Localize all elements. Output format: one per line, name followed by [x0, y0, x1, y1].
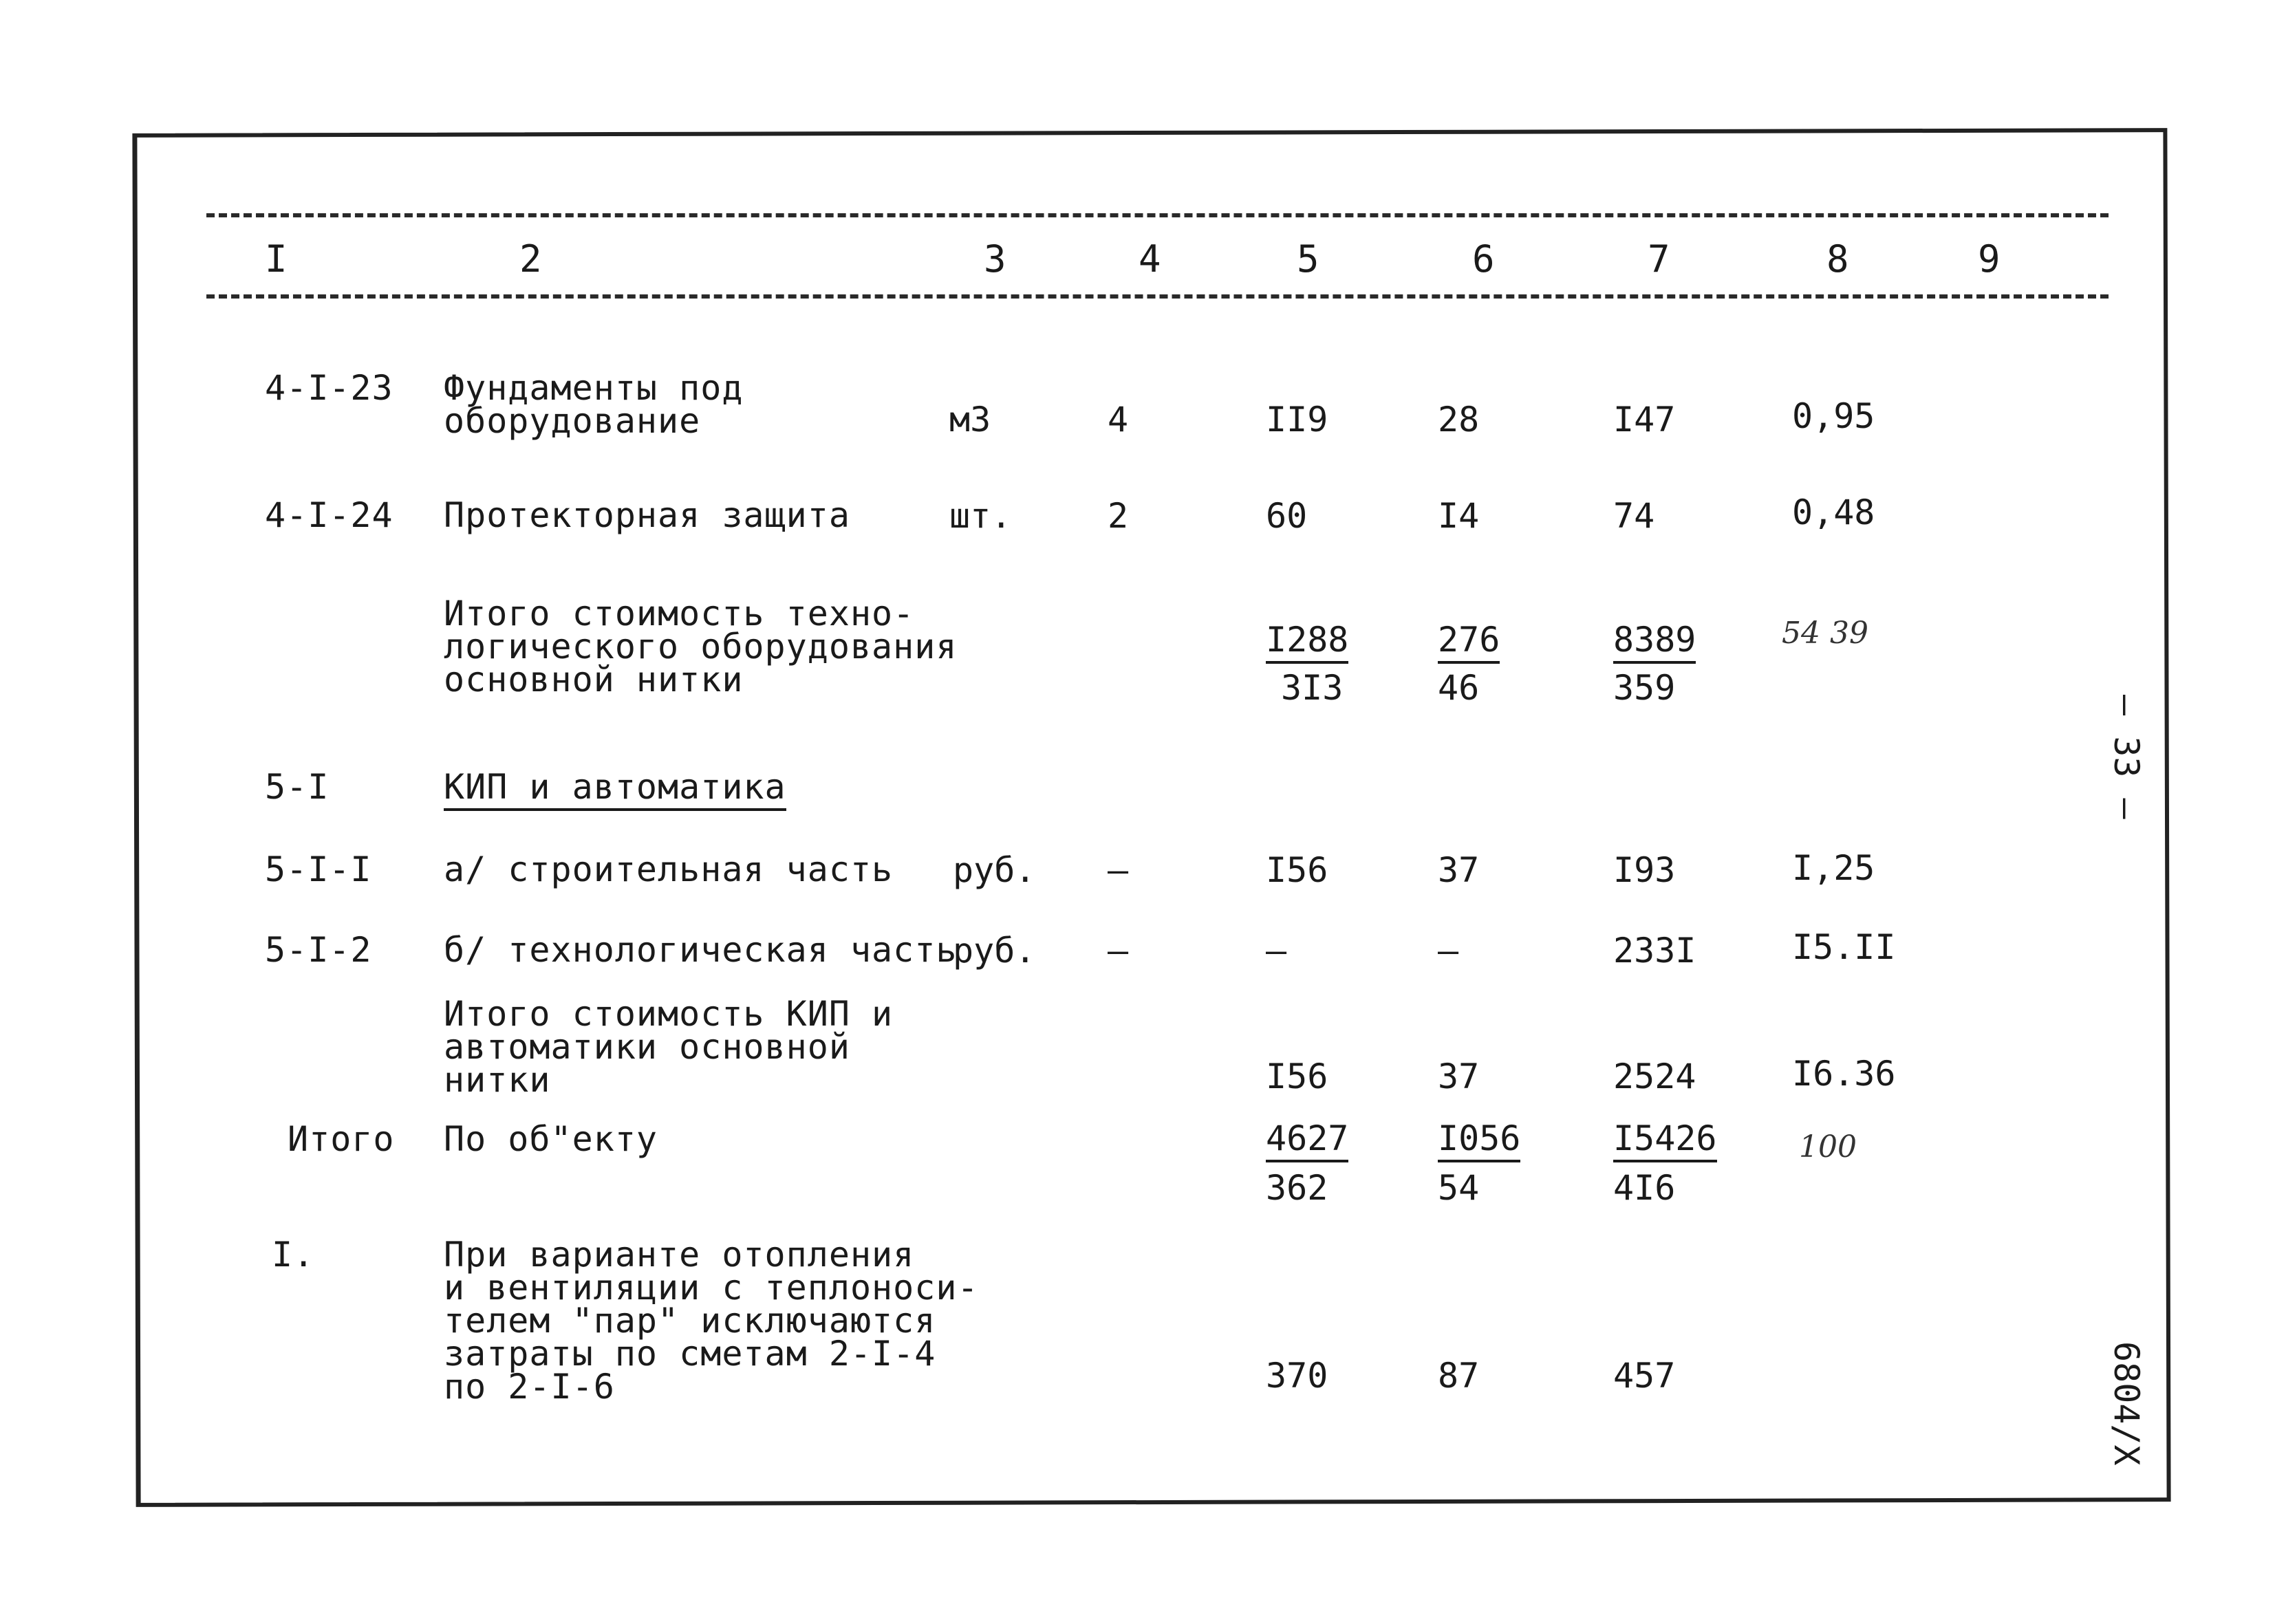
document-frame — [132, 128, 2170, 1507]
row-code: 5-I — [265, 767, 330, 807]
row-col8: I,25 — [1792, 848, 1875, 888]
row-col8: 0,48 — [1792, 492, 1875, 532]
row-col6-bottom: 46 — [1438, 668, 1480, 708]
row-name: Протекторная защита — [444, 495, 850, 535]
row-col7 — [1613, 620, 1696, 660]
row-col5: II9 — [1266, 400, 1328, 440]
subtotal-col5-top: I288 — [1266, 620, 1348, 664]
subtotal-label: Итого стоимость техно- логического оборудования основной нитки — [444, 594, 958, 700]
row-col5: 370 — [1266, 1356, 1328, 1396]
handwritten-total-col8: 100 — [1799, 1129, 1857, 1165]
section-heading — [444, 767, 786, 807]
row-col6: – — [1438, 931, 1459, 971]
row-code: 5-I-I — [265, 849, 372, 889]
column-header-7: 7 — [1648, 237, 1670, 281]
note-code: I. — [272, 1235, 315, 1275]
row-col7 — [1613, 1118, 1717, 1158]
row-col6: I4 — [1438, 496, 1480, 536]
row-unit: руб. — [953, 931, 1036, 971]
row-name: Фундаменты под оборудование — [444, 368, 744, 441]
total-col6-top: I056 — [1438, 1118, 1520, 1162]
row-col5: I56 — [1266, 1057, 1328, 1096]
row-col5: 60 — [1266, 496, 1308, 536]
column-header-3: 3 — [984, 237, 1006, 281]
column-header-8: 8 — [1826, 237, 1849, 281]
page-number: — 33 — — [2106, 695, 2146, 819]
row-col8: 0,95 — [1792, 396, 1875, 436]
column-header-1: I — [265, 237, 288, 281]
row-col7-bottom: 4I6 — [1613, 1168, 1676, 1208]
row-col6-bottom: 54 — [1438, 1168, 1480, 1208]
row-col6 — [1438, 620, 1500, 660]
row-col5-bottom: 362 — [1266, 1168, 1328, 1208]
column-header-5: 5 — [1297, 237, 1319, 281]
column-header-9: 9 — [1978, 237, 2001, 281]
subtotal-label: Итого стоимость КИП и автоматики основной нитки — [444, 994, 894, 1100]
row-name: а/ строительная часть — [444, 849, 894, 889]
column-header-2: 2 — [519, 237, 542, 281]
row-unit: м3 — [949, 400, 991, 440]
row-col6: 37 — [1438, 1057, 1480, 1096]
row-col7: I93 — [1613, 850, 1676, 890]
row-qty: 4 — [1108, 400, 1129, 440]
row-unit: шт. — [949, 496, 1012, 536]
row-col5-bottom: 3I3 — [1281, 668, 1344, 708]
total-col7-top: I5426 — [1613, 1118, 1717, 1162]
row-col7: 74 — [1613, 496, 1655, 536]
row-col7: 2524 — [1613, 1057, 1696, 1096]
total-col5-top: 4627 — [1266, 1118, 1348, 1162]
row-qty: – — [1108, 931, 1129, 971]
header-bottom-rule — [206, 294, 2109, 299]
handwritten-col8: 54 39 — [1782, 616, 1868, 651]
section-heading-text: КИП и автоматика — [444, 767, 786, 811]
row-unit: руб. — [953, 850, 1036, 890]
row-col7: 457 — [1613, 1356, 1676, 1396]
row-code: 4-I-23 — [265, 368, 393, 408]
row-col5: – — [1266, 931, 1287, 971]
row-qty: 2 — [1108, 496, 1129, 536]
note-text: При варианте отопления и вентиляции с теплоноси- телем "пар" исключаются затраты по сметам 2-I-4 по 2-I-6 — [444, 1235, 979, 1407]
row-col8: I6.36 — [1792, 1054, 1896, 1094]
row-col6: 87 — [1438, 1356, 1480, 1396]
row-col8: I5.II — [1792, 927, 1896, 967]
row-col5 — [1266, 620, 1349, 660]
column-header-4: 4 — [1139, 237, 1161, 281]
row-col6: 28 — [1438, 400, 1480, 440]
header-top-rule — [206, 213, 2109, 217]
row-name: б/ технологическая часть — [444, 930, 958, 970]
row-col7: I47 — [1613, 400, 1676, 440]
total-code: Итого — [288, 1119, 395, 1159]
row-code: 4-I-24 — [265, 495, 393, 535]
row-qty: – — [1108, 850, 1129, 890]
subtotal-col6-top: 276 — [1438, 620, 1500, 664]
total-label: По об"екту — [444, 1119, 658, 1159]
row-col6: 37 — [1438, 850, 1480, 890]
row-col7-bottom: 359 — [1613, 668, 1676, 708]
subtotal-col7-top: 8389 — [1613, 620, 1696, 664]
row-col7: 233I — [1613, 931, 1696, 971]
column-header-6: 6 — [1472, 237, 1495, 281]
row-col5: I56 — [1266, 850, 1328, 890]
document-code: 6804/Х — [2106, 1341, 2146, 1466]
row-code: 5-I-2 — [265, 930, 372, 970]
row-col6 — [1438, 1118, 1521, 1158]
row-col5 — [1266, 1118, 1349, 1158]
